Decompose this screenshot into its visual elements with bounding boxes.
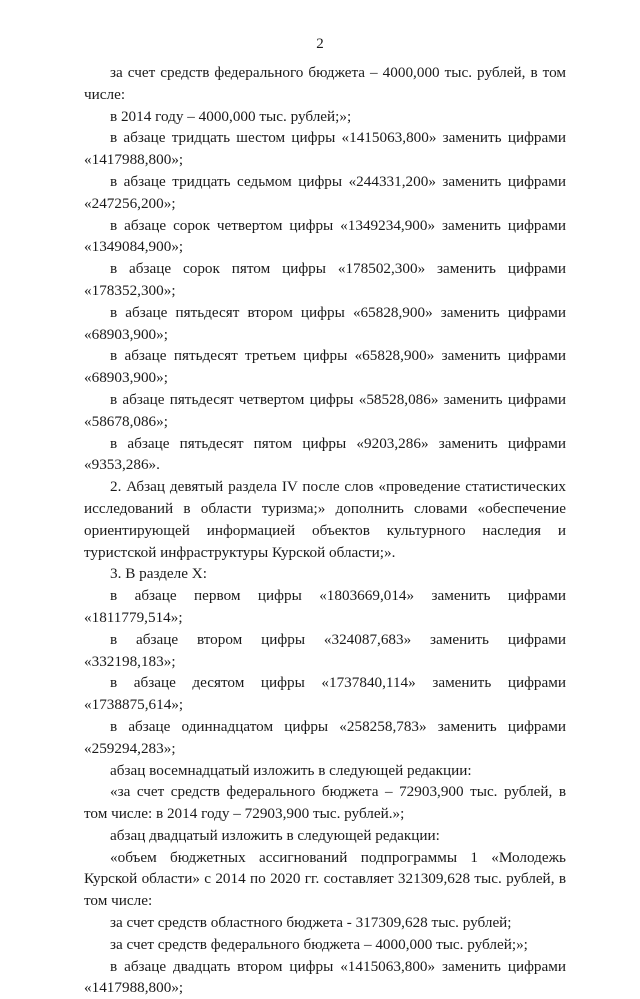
paragraph-section-x-heading: 3. В разделе X:: [110, 565, 207, 583]
paragraph-x-amendment-11: в абзаце одиннадцатом цифры «258258,783» заменить цифрами «259294,283»;: [84, 717, 566, 757]
paragraph-x-amendment-1: в абзаце первом цифры «1803669,014» заменить цифрами «1811779,514»;: [84, 587, 566, 626]
paragraph-amendment-45: в абзаце сорок пятом цифры «178502,300» заменить цифрами «178352,300»;: [84, 260, 566, 299]
paragraph-x-paragraph-20-text: «объем бюджетных ассигнований подпрограммы 1 «Молодежь Курской области» с 2014 по 2020 гг. составляет 321309,628 тыс. рублей, в том числе:: [84, 848, 566, 910]
paragraph-x-amendment-10: в абзаце десятом цифры «1737840,114» заменить цифрами «1738875,614»;: [84, 674, 566, 714]
paragraph-amendment-44: в абзаце сорок четвертом цифры «1349234,900» заменить цифрами «1349084,900»;: [84, 216, 566, 256]
paragraph-x-paragraph-18-text: «за счет средств федерального бюджета – 72903,900 тыс. рублей, в том числе: в 2014 году – 72903,900 тыс. рублей.»;: [84, 783, 566, 823]
paragraph-2014-amount: в 2014 году – 4000,000 тыс. рублей;»;: [110, 107, 352, 125]
paragraph-amendment-52: в абзаце пятьдесят втором цифры «65828,900» заменить цифрами «68903,900»;: [84, 303, 566, 343]
paragraph-federal-budget-2: за счет средств федерального бюджета – 4000,000 тыс. рублей;»;: [110, 935, 528, 953]
paragraph-amendment-36: в абзаце тридцать шестом цифры «1415063,800» заменить цифрами «1417988,800»;: [84, 129, 566, 169]
paragraph-regional-budget: за счет средств областного бюджета - 317309,628 тыс. рублей;: [110, 914, 512, 932]
paragraph-federal-budget: за счет средств федерального бюджета – 4000,000 тыс. рублей, в том числе:: [84, 64, 566, 103]
document-body: [84, 62, 566, 999]
paragraph-amendment-55: в абзаце пятьдесят пятом цифры «9203,286» заменить цифрами «9353,286».: [84, 434, 566, 474]
page-number: 2: [316, 36, 324, 52]
paragraph-amendment-54: в абзаце пятьдесят четвертом цифры «58528,086» заменить цифрами «58678,086»;: [84, 390, 566, 430]
paragraph-x-amendment-2: в абзаце втором цифры «324087,683» заменить цифрами «332198,183»;: [84, 630, 566, 670]
paragraph-section-iv: 2. Абзац девятый раздела IV после слов «проведение статистических исследований в области туризма;» дополнить словами «обеспечение ориентирующей информацией объектов культурного наследия и туристской инфраструктуры Курской области;».: [84, 478, 566, 561]
paragraph-x-paragraph-18-intro: абзац восемнадцатый изложить в следующей редакции:: [110, 761, 472, 779]
paragraph-x-paragraph-20-intro: абзац двадцатый изложить в следующей редакции:: [110, 826, 440, 844]
paragraph-amendment-53: в абзаце пятьдесят третьем цифры «65828,900» заменить цифрами «68903,900»;: [84, 347, 566, 387]
paragraph-x-amendment-22: в абзаце двадцать втором цифры «1415063,800» заменить цифрами «1417988,800»;: [84, 957, 566, 997]
paragraph-amendment-37: в абзаце тридцать седьмом цифры «244331,200» заменить цифрами «247256,200»;: [84, 172, 566, 212]
